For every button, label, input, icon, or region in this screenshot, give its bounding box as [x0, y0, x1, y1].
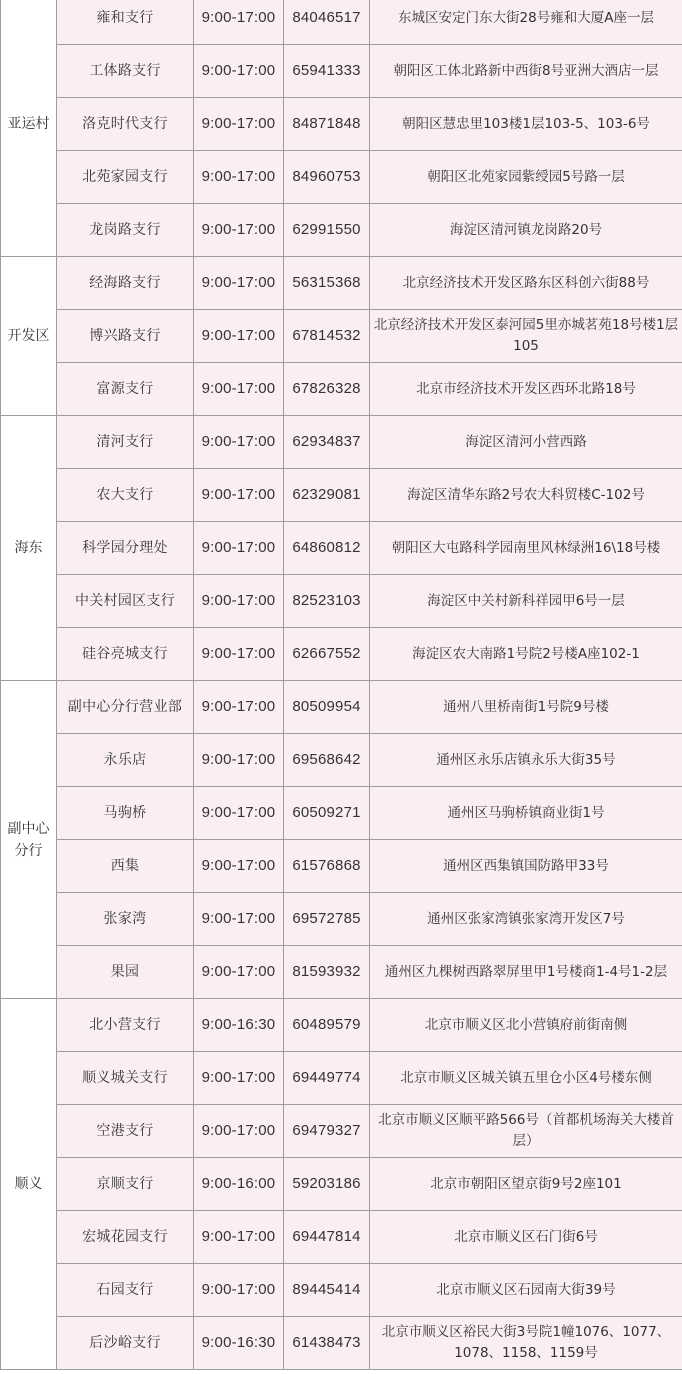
region-cell: 海东 [1, 416, 57, 681]
region-cell: 顺义 [1, 999, 57, 1370]
table-body [1, 0, 682, 1370]
address-cell: 北京市顺义区裕民大街3号院1幢1076、1077、1078、1158、1159号 [370, 1317, 682, 1370]
address-cell: 海淀区清河小营西路 [370, 416, 682, 469]
table-row [1, 999, 682, 1052]
phone-cell: 62934837 [284, 416, 370, 469]
table-row [1, 575, 682, 628]
address-cell: 通州区张家湾镇张家湾开发区7号 [370, 893, 682, 946]
table-row [1, 0, 682, 45]
table-row [1, 893, 682, 946]
table-row [1, 787, 682, 840]
address-cell: 通州区九棵树西路翠屏里甲1号楼商1-4号1-2层 [370, 946, 682, 999]
branch-name-cell: 石园支行 [57, 1264, 194, 1317]
business-hours-cell: 9:00-17:00 [194, 310, 284, 363]
business-hours-cell: 9:00-17:00 [194, 98, 284, 151]
phone-cell: 69568642 [284, 734, 370, 787]
address-cell: 北京市顺义区石门街6号 [370, 1211, 682, 1264]
address-cell: 海淀区清河镇龙岗路20号 [370, 204, 682, 257]
table-row [1, 45, 682, 98]
address-cell: 通州区永乐店镇永乐大街35号 [370, 734, 682, 787]
phone-cell: 69449774 [284, 1052, 370, 1105]
phone-cell: 61438473 [284, 1317, 370, 1370]
address-cell: 北京市朝阳区望京街9号2座101 [370, 1158, 682, 1211]
business-hours-cell: 9:00-17:00 [194, 946, 284, 999]
business-hours-cell: 9:00-16:00 [194, 1158, 284, 1211]
table-row [1, 98, 682, 151]
business-hours-cell: 9:00-17:00 [194, 151, 284, 204]
address-cell: 海淀区农大南路1号院2号楼A座102-1 [370, 628, 682, 681]
phone-cell: 69447814 [284, 1211, 370, 1264]
address-cell: 朝阳区北苑家园紫绶园5号路一层 [370, 151, 682, 204]
business-hours-cell: 9:00-17:00 [194, 840, 284, 893]
phone-cell: 81593932 [284, 946, 370, 999]
branch-name-cell: 洛克时代支行 [57, 98, 194, 151]
phone-cell: 62991550 [284, 204, 370, 257]
table-row [1, 469, 682, 522]
phone-cell: 64860812 [284, 522, 370, 575]
branch-name-cell: 科学园分理处 [57, 522, 194, 575]
address-cell: 通州八里桥南街1号院9号楼 [370, 681, 682, 734]
table-row [1, 310, 682, 363]
phone-cell: 67814532 [284, 310, 370, 363]
address-cell: 朝阳区工体北路新中西街8号亚洲大酒店一层 [370, 45, 682, 98]
branch-name-cell: 龙岗路支行 [57, 204, 194, 257]
branch-name-cell: 农大支行 [57, 469, 194, 522]
branch-name-cell: 宏城花园支行 [57, 1211, 194, 1264]
table-row [1, 946, 682, 999]
business-hours-cell: 9:00-17:00 [194, 681, 284, 734]
phone-cell: 69572785 [284, 893, 370, 946]
branch-name-cell: 后沙峪支行 [57, 1317, 194, 1370]
address-cell: 北京市顺义区城关镇五里仓小区4号楼东侧 [370, 1052, 682, 1105]
phone-cell: 69479327 [284, 1105, 370, 1158]
phone-cell: 56315368 [284, 257, 370, 310]
phone-cell: 62329081 [284, 469, 370, 522]
region-cell: 开发区 [1, 257, 57, 416]
business-hours-cell: 9:00-17:00 [194, 363, 284, 416]
business-hours-cell: 9:00-17:00 [194, 787, 284, 840]
business-hours-cell: 9:00-17:00 [194, 1105, 284, 1158]
phone-cell: 65941333 [284, 45, 370, 98]
branch-name-cell: 北苑家园支行 [57, 151, 194, 204]
address-cell: 海淀区清华东路2号农大科贸楼C-102号 [370, 469, 682, 522]
table-row [1, 1105, 682, 1158]
table-row [1, 1052, 682, 1105]
branch-name-cell: 中关村园区支行 [57, 575, 194, 628]
business-hours-cell: 9:00-17:00 [194, 893, 284, 946]
branch-name-cell: 经海路支行 [57, 257, 194, 310]
phone-cell: 89445414 [284, 1264, 370, 1317]
phone-cell: 61576868 [284, 840, 370, 893]
branch-name-cell: 工体路支行 [57, 45, 194, 98]
phone-cell: 84046517 [284, 0, 370, 45]
table-row [1, 363, 682, 416]
table-row [1, 1158, 682, 1211]
address-cell: 海淀区中关村新科祥园甲6号一层 [370, 575, 682, 628]
business-hours-cell: 9:00-17:00 [194, 416, 284, 469]
table-row [1, 416, 682, 469]
business-hours-cell: 9:00-17:00 [194, 257, 284, 310]
branch-name-cell: 博兴路支行 [57, 310, 194, 363]
branch-name-cell: 顺义城关支行 [57, 1052, 194, 1105]
branch-name-cell: 清河支行 [57, 416, 194, 469]
branch-name-cell: 空港支行 [57, 1105, 194, 1158]
table-row [1, 204, 682, 257]
address-cell: 朝阳区大屯路科学园南里风林绿洲16\18号楼 [370, 522, 682, 575]
table-row [1, 257, 682, 310]
table-row [1, 1264, 682, 1317]
branch-name-cell: 张家湾 [57, 893, 194, 946]
address-cell: 东城区安定门东大街28号雍和大厦A座一层 [370, 0, 682, 45]
address-cell: 通州区西集镇国防路甲33号 [370, 840, 682, 893]
branch-name-cell: 马驹桥 [57, 787, 194, 840]
business-hours-cell: 9:00-17:00 [194, 45, 284, 98]
table-row [1, 151, 682, 204]
phone-cell: 80509954 [284, 681, 370, 734]
branch-name-cell: 北小营支行 [57, 999, 194, 1052]
address-cell: 北京市顺义区顺平路566号（首都机场海关大楼首层） [370, 1105, 682, 1158]
table-row [1, 734, 682, 787]
address-cell: 北京市经济技术开发区西环北路18号 [370, 363, 682, 416]
business-hours-cell: 9:00-16:30 [194, 999, 284, 1052]
table-row [1, 628, 682, 681]
business-hours-cell: 9:00-17:00 [194, 628, 284, 681]
business-hours-cell: 9:00-17:00 [194, 204, 284, 257]
phone-cell: 59203186 [284, 1158, 370, 1211]
table-row [1, 1211, 682, 1264]
business-hours-cell: 9:00-17:00 [194, 575, 284, 628]
table-row [1, 522, 682, 575]
branch-name-cell: 雍和支行 [57, 0, 194, 45]
business-hours-cell: 9:00-17:00 [194, 469, 284, 522]
address-cell: 北京市顺义区石园南大街39号 [370, 1264, 682, 1317]
table-row [1, 681, 682, 734]
branch-name-cell: 永乐店 [57, 734, 194, 787]
branch-name-cell: 果园 [57, 946, 194, 999]
address-cell: 通州区马驹桥镇商业街1号 [370, 787, 682, 840]
business-hours-cell: 9:00-17:00 [194, 0, 284, 45]
phone-cell: 60509271 [284, 787, 370, 840]
phone-cell: 84871848 [284, 98, 370, 151]
phone-cell: 67826328 [284, 363, 370, 416]
table-row [1, 840, 682, 893]
branch-name-cell: 京顺支行 [57, 1158, 194, 1211]
business-hours-cell: 9:00-17:00 [194, 1211, 284, 1264]
phone-cell: 62667552 [284, 628, 370, 681]
address-cell: 北京经济技术开发区泰河园5里亦城茗苑18号楼1层105 [370, 310, 682, 363]
branch-name-cell: 西集 [57, 840, 194, 893]
phone-cell: 84960753 [284, 151, 370, 204]
branch-name-cell: 富源支行 [57, 363, 194, 416]
phone-cell: 82523103 [284, 575, 370, 628]
region-cell: 亚运村 [1, 0, 57, 257]
address-cell: 朝阳区慧忠里103楼1层103-5、103-6号 [370, 98, 682, 151]
business-hours-cell: 9:00-17:00 [194, 734, 284, 787]
business-hours-cell: 9:00-17:00 [194, 1264, 284, 1317]
branch-name-cell: 副中心分行营业部 [57, 681, 194, 734]
address-cell: 北京经济技术开发区路东区科创六街88号 [370, 257, 682, 310]
table-row [1, 1317, 682, 1370]
phone-cell: 60489579 [284, 999, 370, 1052]
business-hours-cell: 9:00-16:30 [194, 1317, 284, 1370]
address-cell: 北京市顺义区北小营镇府前街南侧 [370, 999, 682, 1052]
business-hours-cell: 9:00-17:00 [194, 522, 284, 575]
region-cell: 副中心分行 [1, 681, 57, 999]
business-hours-cell: 9:00-17:00 [194, 1052, 284, 1105]
branch-name-cell: 硅谷亮城支行 [57, 628, 194, 681]
